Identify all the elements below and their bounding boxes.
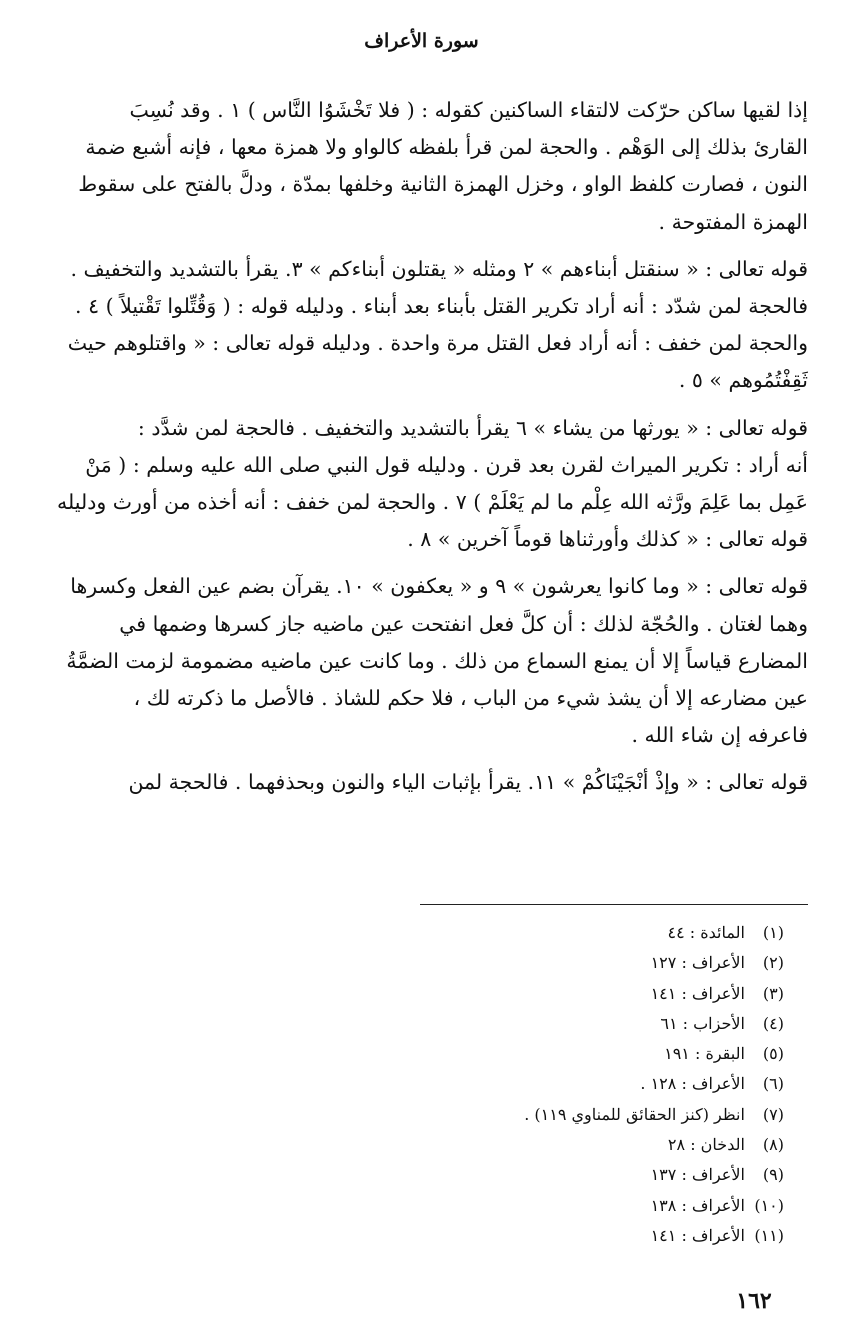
text-line: والحجة لمن خفف : أنه أراد فعل القتل مرة واحدة . ودليله قوله تعالى : « واقتلوهم حيث [67,331,808,356]
footnote [0,1191,784,1221]
text-line: النون ، فصارت كلفظ الواو ، وخزل الهمزة الثانية وخلفها بمدّة ، ودلَّ بالفتح على سقوط [78,172,808,197]
footnote-text: المائدة : ٤٤ [667,923,745,942]
footnote [0,918,784,948]
footnote-text: الأحزاب : ٦١ [660,1013,745,1033]
footnote [0,1130,784,1160]
footnote-number: (٦) [762,1074,784,1094]
footnote-text: انظر (كنز الحقائق للمناوي ١١٩) . [524,1104,745,1124]
text-line: قوله تعالى : « كذلك وأورثناها قوماً آخرين » ٨ . [407,527,808,552]
footnote [0,948,784,978]
text-line: المضارع قياساً إلا أن يمنع السماع من ذلك . وما كانت عين ماضيه مضمومة لزمت الضمَّةُ [66,648,808,673]
footnote-number: (٧) [762,1104,784,1124]
text-line: عين مضارعه إلا أن يشذ شيء من الباب ، فلا حكم للشاذ . فالأصل ما ذكرته لك ، [133,686,808,711]
footnote [0,1160,784,1190]
footnote-text: الأعراف : ١٤١ [650,983,745,1003]
footnote-number: (٩) [762,1165,784,1185]
footnote-number: (١١) [754,1225,784,1245]
footnote-number: (٤) [762,1013,784,1033]
footnote [0,1069,784,1099]
text-line: إذا لقيها ساكن حرّكت لالتقاء الساكنين كقوله : ( فلا تَخْشَوُا النَّاس ) ١ . وقد نُسِبَ [129,98,808,122]
text-line: قوله تعالى : « يورثها من يشاء » ٦ يقرأ بالتشديد والتخفيف . فالحجة لمن شدَّد : [137,415,808,440]
footnote [0,1009,784,1039]
text-line: فالحجة لمن شدّد : أنه أراد تكرير القتل بأبناء بعد أبناء . ودليله قوله : ( وَقُتِّلوا تَقْتيلاً ) ٤ . [75,294,808,319]
footnote-text: الأعراف : ١٢٨ . [640,1074,745,1094]
footnote-text: الدخان : ٢٨ [667,1135,745,1155]
footnote-text: الأعراف : ١٢٧ [650,953,745,973]
footnote-number: (٥) [762,1044,784,1064]
footnote-text: الأعراف : ١٣٧ [650,1165,745,1185]
footnote-number: (١٠) [754,1195,784,1215]
text-line: قوله تعالى : « وإذْ أنْجَيْنَاكُمْ » ١١. يقرأ بإثبات الياء والنون وبحذفهما . فالحجة لمن [128,770,808,795]
text-line: قوله تعالى : « سنقتل أبناءهم » ٢ ومثله « يقتلون أبناءكم » ٣. يقرأ بالتشديد والتخفيف . [70,256,808,281]
text-line: عَمِل بما عَلِمَ ورَّثه الله عِلْم ما لم يَعْلَمْ ) ٧ . والحجة لمن خفف : أنه أخذه من أورث ودليله [56,490,808,515]
main-text [40,92,808,802]
footnote [0,1039,784,1069]
footnote [0,1100,784,1130]
footnote-number: (٣) [762,983,784,1003]
footnote-divider [420,904,808,905]
page-number: ١٦٢ [736,1288,772,1314]
text-line: وهما لغتان . والحُجّة لذلك : أن كلَّ فعل انفتحت عين ماضيه جاز كسرها وضمها في [119,611,808,636]
text-line: الهمزة المفتوحة . [658,209,808,234]
footnote [0,979,784,1009]
text-line: قوله تعالى : « وما كانوا يعرشون » ٩ و « يعكفون » ١٠. يقرآن بضم عين الفعل وكسرها [70,574,808,599]
footnote-number: (٨) [762,1135,784,1155]
page-header-title: سورة الأعراف [364,30,479,52]
footnote-number: (١) [762,923,784,942]
footnote-text: البقرة : ١٩١ [664,1044,745,1064]
footnote-text: الأعراف : ١٣٨ [650,1195,745,1215]
text-line: فاعرفه إن شاء الله . [631,723,808,748]
footnote [0,1221,784,1251]
text-line: القارئ بذلك إلى الوَهْم . والحجة لمن قرأ بلفظه كالواو ولا همزة معها ، فإنه أشبع ضمة [85,135,808,160]
footnote-number: (٢) [762,953,784,973]
text-line: أنه أراد : تكرير الميراث لقرن بعد قرن . ودليله قول النبي صلى الله عليه وسلم : ( مَنْ [85,452,808,477]
footnote-text: الأعراف : ١٤١ [650,1225,745,1245]
footnotes [0,918,784,1251]
text-line: ثَقِفْتُمُوهم » ٥ . [678,368,808,393]
